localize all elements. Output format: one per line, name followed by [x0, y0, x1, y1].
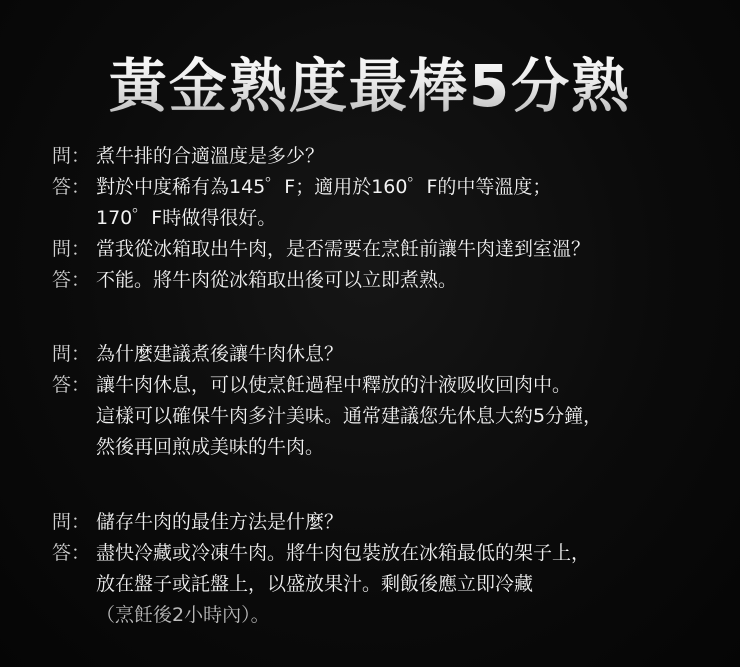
- question-prefix: 問：: [52, 238, 91, 260]
- answer-row: [52, 265, 457, 296]
- answer-row: [52, 370, 571, 401]
- answer-line: 然後再回煎成美味的牛肉。: [96, 436, 325, 458]
- answer-line: 放在盤子或託盤上，以盛放果汁。剩飯後應立即冷藏: [96, 573, 534, 595]
- question-text: 為什麼建議煮後讓牛肉休息？: [96, 343, 344, 365]
- question-row: [52, 141, 324, 172]
- question-row: [52, 234, 590, 265]
- answer-line: （烹飪後2小時內）。: [96, 604, 270, 626]
- answer-line: 170゜F時做得很好。: [96, 207, 277, 229]
- answer-line: 盡快冷藏或冷凍牛肉。將牛肉包裝放在冰箱最低的架子上，: [96, 542, 591, 564]
- answer-line: 讓牛肉休息，可以使烹飪過程中釋放的汁液吸收回肉中。: [96, 374, 572, 396]
- question-prefix: 問：: [52, 343, 91, 365]
- question-row: [52, 339, 343, 370]
- answer-row: [52, 172, 551, 203]
- question-row: [52, 507, 343, 538]
- page-title: 黃金熟度最棒5分熟: [0, 46, 740, 126]
- answer-prefix: 答：: [52, 176, 91, 198]
- question-text: 煮牛排的合適溫度是多少？: [96, 145, 325, 167]
- answer-row: [52, 538, 590, 569]
- question-text: 儲存牛肉的最佳方法是什麼？: [96, 511, 344, 533]
- question-prefix: 問：: [52, 511, 91, 533]
- question-prefix: 問：: [52, 145, 91, 167]
- answer-line: 不能。將牛肉從冰箱取出後可以立即煮熟。: [96, 269, 458, 291]
- answer-line: 這樣可以確保牛肉多汁美味。通常建議您先休息大約5分鐘，: [96, 405, 603, 427]
- answer-prefix: 答：: [52, 374, 91, 396]
- question-text: 當我從冰箱取出牛肉，是否需要在烹飪前讓牛肉達到室溫？: [96, 238, 591, 260]
- answer-line: 對於中度稀有為145゜F；適用於160゜F的中等溫度；: [96, 176, 552, 198]
- answer-prefix: 答：: [52, 269, 91, 291]
- answer-prefix: 答：: [52, 542, 91, 564]
